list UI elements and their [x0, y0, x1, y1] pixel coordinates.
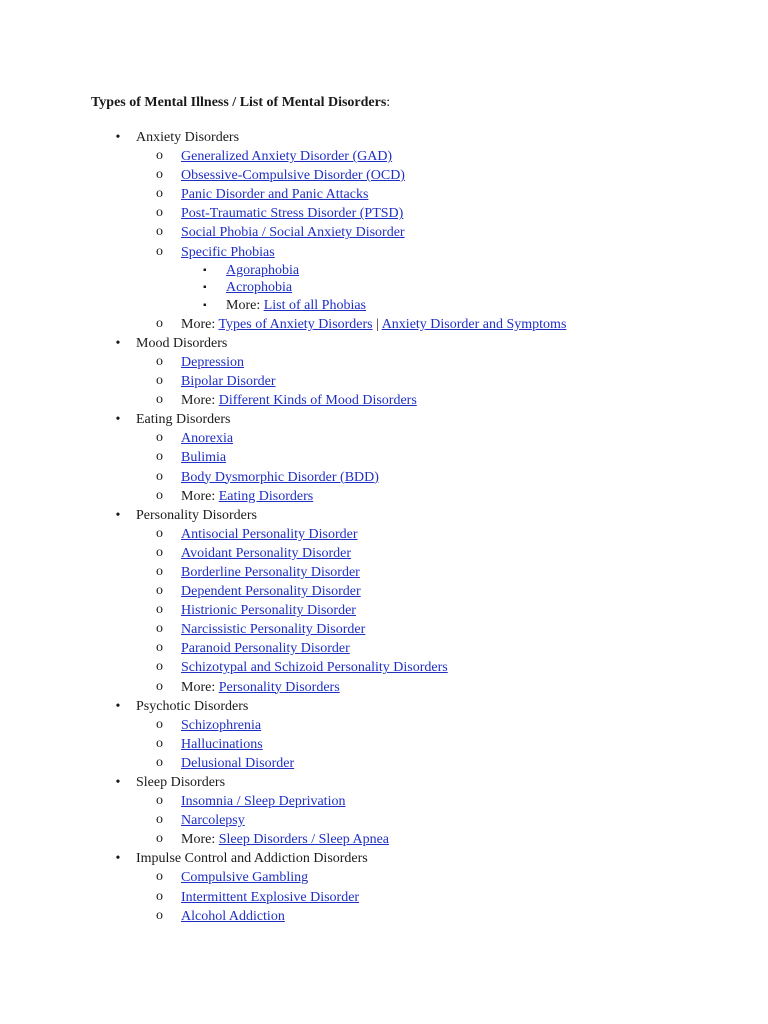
link-panic-disorder[interactable]: Panic Disorder and Panic Attacks: [181, 187, 369, 203]
bullet-circle-icon: o: [156, 640, 163, 656]
link-agoraphobia[interactable]: Agoraphobia: [226, 262, 300, 278]
bullet-square-icon: ▪: [203, 264, 207, 276]
list-item: [136, 185, 751, 204]
category-anxiety: [91, 128, 751, 334]
link-schizotypal[interactable]: Schizotypal and Schizoid Personality Disorders: [181, 660, 448, 676]
subitem-list: [136, 792, 751, 849]
list-item: [136, 830, 751, 849]
link-sleep-apnea[interactable]: Sleep Disorders / Sleep Apnea: [218, 832, 390, 848]
link-bulimia[interactable]: Bulimia: [181, 450, 227, 466]
list-item: [136, 716, 751, 735]
list-item: [136, 620, 751, 639]
category-title: Psychotic Disorders: [136, 698, 249, 714]
bullet-circle-icon: o: [156, 487, 163, 503]
bullet-square-icon: ▪: [203, 282, 207, 294]
bullet-disc-icon: •: [115, 412, 121, 428]
link-intermittent-explosive[interactable]: Intermittent Explosive Disorder: [181, 889, 360, 905]
link-delusional[interactable]: Delusional Disorder: [181, 755, 295, 771]
bullet-disc-icon: •: [115, 851, 121, 867]
list-item: [136, 601, 751, 620]
link-personality-disorders[interactable]: Personality Disorders: [218, 679, 340, 695]
category-title: Personality Disorders: [136, 507, 257, 523]
document-heading: Types of Mental Illness / List of Mental Disorders:: [91, 95, 391, 110]
list-item: [136, 639, 751, 658]
subitem-list: [136, 716, 751, 773]
list-item: [181, 297, 751, 315]
subitem-list: [136, 429, 751, 505]
link-narcolepsy[interactable]: Narcolepsy: [181, 813, 245, 829]
category-title: Sleep Disorders: [136, 775, 226, 791]
list-item: [136, 353, 751, 372]
bullet-disc-icon: •: [115, 698, 121, 714]
bullet-disc-icon: •: [115, 775, 121, 791]
link-avoidant[interactable]: Avoidant Personality Disorder: [181, 545, 352, 561]
link-schizophrenia[interactable]: Schizophrenia: [181, 717, 262, 733]
bullet-circle-icon: o: [156, 602, 163, 618]
link-ptsd[interactable]: Post-Traumatic Stress Disorder (PTSD): [181, 206, 404, 222]
more-label: More:: [181, 488, 216, 504]
bullet-circle-icon: o: [156, 449, 163, 465]
list-item: [136, 243, 751, 315]
bullet-circle-icon: o: [156, 678, 163, 694]
bullet-circle-icon: o: [156, 793, 163, 809]
bullet-circle-icon: o: [156, 831, 163, 847]
list-item: [136, 563, 751, 582]
list-item: [136, 448, 751, 467]
link-specific-phobias[interactable]: Specific Phobias: [181, 244, 275, 260]
link-bdd[interactable]: Body Dysmorphic Disorder (BDD): [181, 469, 379, 485]
subitem-list: [136, 147, 751, 334]
phobia-list: [181, 262, 751, 315]
bullet-circle-icon: o: [156, 621, 163, 637]
list-item: [136, 658, 751, 677]
bullet-circle-icon: o: [156, 869, 163, 885]
link-types-of-anxiety[interactable]: Types of Anxiety Disorders: [218, 316, 373, 332]
list-item: [136, 166, 751, 185]
list-item: [136, 868, 751, 887]
list-item: [136, 315, 751, 334]
link-dependent[interactable]: Dependent Personality Disorder: [181, 584, 361, 600]
link-bipolar[interactable]: Bipolar Disorder: [181, 374, 276, 390]
list-item: [136, 487, 751, 506]
bullet-circle-icon: o: [156, 525, 163, 541]
list-item: [136, 147, 751, 166]
bullet-disc-icon: •: [115, 507, 121, 523]
link-borderline[interactable]: Borderline Personality Disorder: [181, 564, 360, 580]
list-item: [136, 391, 751, 410]
link-anorexia[interactable]: Anorexia: [181, 431, 234, 447]
list-item: [136, 792, 751, 811]
bullet-circle-icon: o: [156, 907, 163, 923]
bullet-circle-icon: o: [156, 353, 163, 369]
category-personality: [91, 506, 751, 697]
list-item: [136, 811, 751, 830]
list-item: [136, 372, 751, 391]
list-item: [136, 888, 751, 907]
bullet-circle-icon: o: [156, 468, 163, 484]
list-item: [136, 429, 751, 448]
bullet-circle-icon: o: [156, 243, 163, 259]
bullet-circle-icon: o: [156, 659, 163, 675]
category-title: Anxiety Disorders: [136, 130, 240, 145]
subitem-list: [136, 868, 751, 925]
bullet-circle-icon: o: [156, 735, 163, 751]
more-label: More:: [181, 832, 216, 848]
bullet-circle-icon: o: [156, 315, 163, 331]
list-item: [181, 279, 751, 297]
link-compulsive-gambling[interactable]: Compulsive Gambling: [181, 870, 309, 886]
category-sleep: [91, 773, 751, 849]
list-item: [136, 754, 751, 773]
category-title: Eating Disorders: [136, 412, 231, 428]
bullet-circle-icon: o: [156, 888, 163, 904]
bullet-circle-icon: o: [156, 544, 163, 560]
list-item: [136, 525, 751, 544]
bullet-circle-icon: o: [156, 392, 163, 408]
link-eating-disorders[interactable]: Eating Disorders: [218, 488, 314, 504]
list-item: [136, 223, 751, 242]
link-anxiety-symptoms[interactable]: Anxiety Disorder and Symptoms: [381, 316, 567, 332]
more-label: More:: [226, 298, 261, 314]
bullet-circle-icon: o: [156, 373, 163, 389]
bullet-circle-icon: o: [156, 224, 163, 240]
list-item: [136, 468, 751, 487]
link-depression[interactable]: Depression: [181, 354, 244, 370]
more-label: More:: [181, 316, 216, 332]
link-antisocial[interactable]: Antisocial Personality Disorder: [181, 526, 358, 542]
link-acrophobia[interactable]: Acrophobia: [226, 280, 293, 296]
category-eating: [91, 410, 751, 505]
link-histrionic[interactable]: Histrionic Personality Disorder: [181, 603, 356, 619]
subitem-list: [136, 525, 751, 697]
link-hallucinations[interactable]: Hallucinations: [181, 736, 263, 752]
bullet-circle-icon: o: [156, 205, 163, 221]
category-list: [91, 128, 751, 926]
category-impulse-control: [91, 849, 751, 925]
link-mood-disorders[interactable]: Different Kinds of Mood Disorders: [218, 393, 417, 409]
subitem-list: [136, 353, 751, 410]
bullet-square-icon: ▪: [203, 300, 207, 312]
bullet-circle-icon: o: [156, 148, 163, 164]
link-paranoid[interactable]: Paranoid Personality Disorder: [181, 641, 350, 657]
document-page: [91, 94, 751, 926]
bullet-circle-icon: o: [156, 754, 163, 770]
category-mood: [91, 334, 751, 410]
link-social-phobia[interactable]: Social Phobia / Social Anxiety Disorder: [181, 225, 405, 241]
list-item: [136, 544, 751, 563]
more-label: More:: [181, 679, 216, 695]
heading-colon: :: [386, 95, 391, 110]
bullet-circle-icon: o: [156, 186, 163, 202]
link-ocd[interactable]: Obsessive-Compulsive Disorder (OCD): [181, 168, 405, 184]
category-psychotic: [91, 697, 751, 773]
separator: |: [376, 316, 379, 332]
link-insomnia[interactable]: Insomnia / Sleep Deprivation: [181, 794, 346, 810]
bullet-circle-icon: o: [156, 430, 163, 446]
list-item: [136, 582, 751, 601]
list-item: [136, 678, 751, 697]
bullet-circle-icon: o: [156, 812, 163, 828]
link-narcissistic[interactable]: Narcissistic Personality Disorder: [181, 622, 366, 638]
bullet-circle-icon: o: [156, 167, 163, 183]
category-title: Mood Disorders: [136, 335, 228, 351]
bullet-disc-icon: •: [115, 335, 121, 351]
list-item: [136, 907, 751, 926]
list-item: [136, 204, 751, 223]
list-item: [181, 262, 751, 280]
bullet-circle-icon: o: [156, 716, 163, 732]
link-gad[interactable]: Generalized Anxiety Disorder (GAD): [181, 149, 393, 165]
more-label: More:: [181, 393, 216, 409]
bullet-circle-icon: o: [156, 563, 163, 579]
category-title: Impulse Control and Addiction Disorders: [136, 851, 368, 867]
link-list-of-phobias[interactable]: List of all Phobias: [263, 298, 366, 314]
link-alcohol-addiction[interactable]: Alcohol Addiction: [181, 908, 285, 924]
bullet-circle-icon: o: [156, 583, 163, 599]
bullet-disc-icon: •: [115, 130, 121, 145]
list-item: [136, 735, 751, 754]
